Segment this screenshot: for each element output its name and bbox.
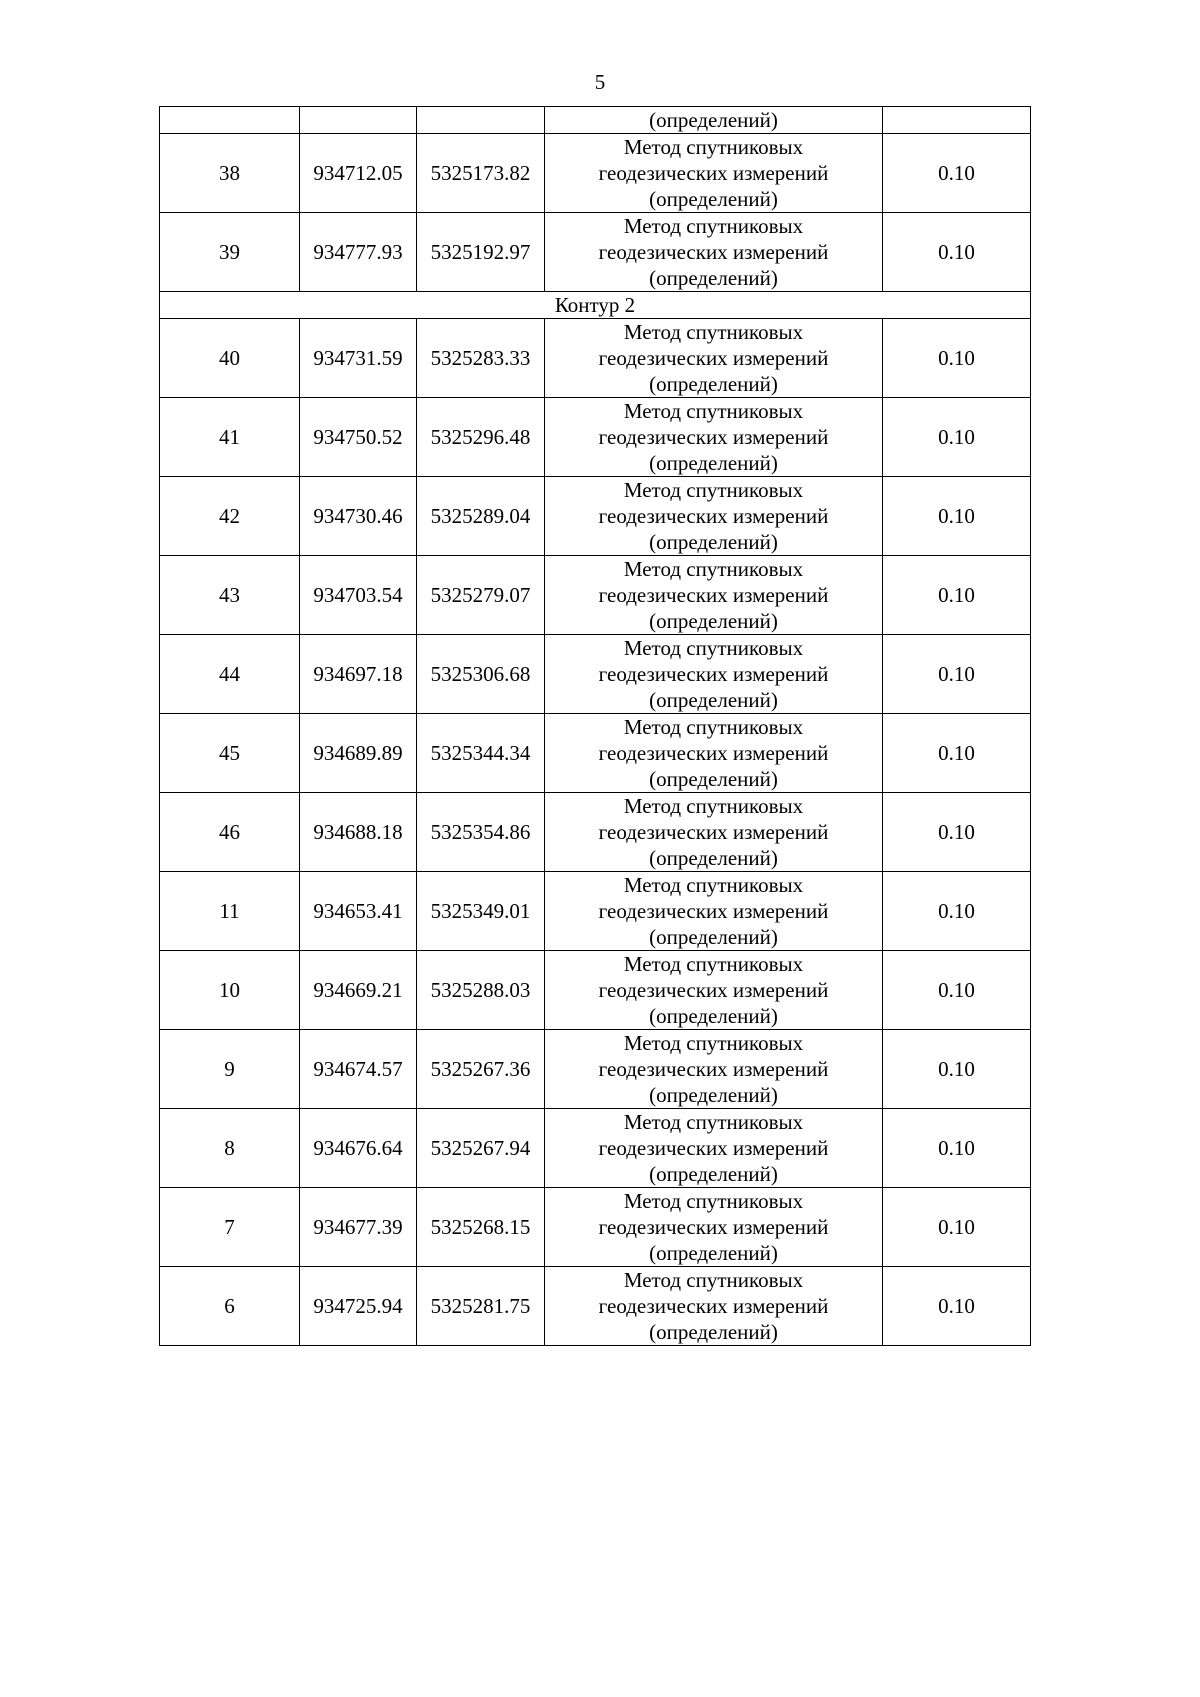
x-coordinate-cell: 934703.54 <box>300 556 417 635</box>
x-coordinate-cell: 934677.39 <box>300 1188 417 1267</box>
y-coordinate-cell: 5325306.68 <box>417 635 545 714</box>
method-cell <box>545 951 883 1030</box>
x-coordinate-cell: 934750.52 <box>300 398 417 477</box>
method-line: Метод спутниковых <box>623 478 804 502</box>
y-coordinate-cell: 5325289.04 <box>417 477 545 556</box>
method-cell <box>545 714 883 793</box>
method-cell <box>545 477 883 556</box>
accuracy-cell: 0.10 <box>883 872 1031 951</box>
point-id-cell: 41 <box>160 398 300 477</box>
table-row <box>160 1267 1031 1346</box>
accuracy-cell: 0.10 <box>883 635 1031 714</box>
point-id-cell: 11 <box>160 872 300 951</box>
table-row <box>160 872 1031 951</box>
coordinates-table <box>159 106 1031 1346</box>
method-line: геодезических измерений <box>598 662 829 686</box>
method-line: Метод спутниковых <box>623 214 804 238</box>
x-coordinate-cell: 934674.57 <box>300 1030 417 1109</box>
method-line: (определений) <box>649 925 778 949</box>
method-line: Метод спутниковых <box>623 135 804 159</box>
accuracy-cell: 0.10 <box>883 477 1031 556</box>
point-id-cell: 39 <box>160 213 300 292</box>
y-coordinate-cell: 5325279.07 <box>417 556 545 635</box>
table-row <box>160 213 1031 292</box>
method-line: (определений) <box>649 846 778 870</box>
point-id-cell: 42 <box>160 477 300 556</box>
method-line: (определений) <box>649 187 778 211</box>
accuracy-cell: 0.10 <box>883 134 1031 213</box>
accuracy-cell: 0.10 <box>883 398 1031 477</box>
method-cell <box>545 1109 883 1188</box>
y-coordinate-cell: 5325192.97 <box>417 213 545 292</box>
table-row <box>160 319 1031 398</box>
accuracy-cell: 0.10 <box>883 1030 1031 1109</box>
y-coordinate-cell: 5325173.82 <box>417 134 545 213</box>
accuracy-cell: 0.10 <box>883 1267 1031 1346</box>
table-row <box>160 714 1031 793</box>
method-line: Метод спутниковых <box>623 1268 804 1292</box>
x-coordinate-cell: 934725.94 <box>300 1267 417 1346</box>
method-line: (определений) <box>649 688 778 712</box>
method-line: геодезических измерений <box>598 583 829 607</box>
accuracy-cell: 0.10 <box>883 319 1031 398</box>
point-id-cell: 45 <box>160 714 300 793</box>
method-line: геодезических измерений <box>598 1057 829 1081</box>
method-cell <box>545 556 883 635</box>
method-line: (определений) <box>649 1241 778 1265</box>
method-cell <box>545 398 883 477</box>
accuracy-cell: 0.10 <box>883 951 1031 1030</box>
method-line: Метод спутниковых <box>623 1110 804 1134</box>
method-line: Метод спутниковых <box>623 873 804 897</box>
x-coordinate-cell: 934689.89 <box>300 714 417 793</box>
table-row <box>160 134 1031 213</box>
method-line: геодезических измерений <box>598 1215 829 1239</box>
y-coordinate-cell: 5325267.94 <box>417 1109 545 1188</box>
method-line: геодезических измерений <box>598 741 829 765</box>
x-coordinate-cell: 934688.18 <box>300 793 417 872</box>
y-coordinate-cell: 5325354.86 <box>417 793 545 872</box>
method-line: Метод спутниковых <box>623 1031 804 1055</box>
method-cell <box>545 1267 883 1346</box>
x-coordinate-cell: 934669.21 <box>300 951 417 1030</box>
point-id-cell: 46 <box>160 793 300 872</box>
y-coordinate-cell: 5325283.33 <box>417 319 545 398</box>
method-line: Метод спутниковых <box>623 320 804 344</box>
y-coordinate-cell: 5325268.15 <box>417 1188 545 1267</box>
y-cell <box>417 107 545 134</box>
method-line: (определений) <box>649 609 778 633</box>
table-row <box>160 1030 1031 1109</box>
point-id-cell: 43 <box>160 556 300 635</box>
method-line: Метод спутниковых <box>623 1189 804 1213</box>
y-coordinate-cell: 5325296.48 <box>417 398 545 477</box>
table-row <box>160 1188 1031 1267</box>
y-coordinate-cell: 5325288.03 <box>417 951 545 1030</box>
method-cell <box>545 1030 883 1109</box>
accuracy-cell: 0.10 <box>883 213 1031 292</box>
accuracy-cell: 0.10 <box>883 1188 1031 1267</box>
y-coordinate-cell: 5325349.01 <box>417 872 545 951</box>
point-id-cell: 10 <box>160 951 300 1030</box>
x-coordinate-cell: 934731.59 <box>300 319 417 398</box>
x-coordinate-cell: 934676.64 <box>300 1109 417 1188</box>
method-line: геодезических измерений <box>598 1136 829 1160</box>
method-line: Метод спутниковых <box>623 715 804 739</box>
table-row <box>160 1109 1031 1188</box>
x-cell <box>300 107 417 134</box>
method-line: геодезических измерений <box>598 425 829 449</box>
point-id-cell: 9 <box>160 1030 300 1109</box>
point-id-cell: 7 <box>160 1188 300 1267</box>
table-row <box>160 635 1031 714</box>
y-coordinate-cell: 5325344.34 <box>417 714 545 793</box>
accuracy-cell: 0.10 <box>883 793 1031 872</box>
page-number: 5 <box>594 70 606 94</box>
x-coordinate-cell: 934712.05 <box>300 134 417 213</box>
method-line: (определений) <box>649 530 778 554</box>
method-cell <box>545 134 883 213</box>
point-id-cell <box>160 107 300 134</box>
x-coordinate-cell: 934653.41 <box>300 872 417 951</box>
table-row <box>160 556 1031 635</box>
method-cell <box>545 793 883 872</box>
coordinates-table-body <box>160 107 1031 1346</box>
point-id-cell: 38 <box>160 134 300 213</box>
table-row <box>160 793 1031 872</box>
method-cell <box>545 1188 883 1267</box>
point-id-cell: 6 <box>160 1267 300 1346</box>
method-line: (определений) <box>649 1162 778 1186</box>
method-cell: (определений) <box>545 107 883 134</box>
method-line: геодезических измерений <box>598 820 829 844</box>
continuation-row <box>160 107 1031 134</box>
method-line: геодезических измерений <box>598 899 829 923</box>
y-coordinate-cell: 5325281.75 <box>417 1267 545 1346</box>
method-line: геодезических измерений <box>598 161 829 185</box>
method-line: (определений) <box>649 372 778 396</box>
accuracy-cell: 0.10 <box>883 714 1031 793</box>
method-line: Метод спутниковых <box>623 794 804 818</box>
method-line: геодезических измерений <box>598 346 829 370</box>
method-line: (определений) <box>649 1320 778 1344</box>
accuracy-cell: 0.10 <box>883 1109 1031 1188</box>
method-line: Метод спутниковых <box>623 399 804 423</box>
accuracy-cell: 0.10 <box>883 556 1031 635</box>
point-id-cell: 40 <box>160 319 300 398</box>
method-line: Метод спутниковых <box>623 636 804 660</box>
method-line: геодезических измерений <box>598 1294 829 1318</box>
x-coordinate-cell: 934730.46 <box>300 477 417 556</box>
method-line: геодезических измерений <box>598 978 829 1002</box>
method-cell <box>545 872 883 951</box>
method-cell <box>545 213 883 292</box>
method-cell <box>545 319 883 398</box>
method-line: Метод спутниковых <box>623 557 804 581</box>
table-row <box>160 477 1031 556</box>
method-line: геодезических измерений <box>598 504 829 528</box>
method-cell <box>545 635 883 714</box>
method-line: (определений) <box>649 1083 778 1107</box>
contour-header-row <box>160 292 1031 319</box>
method-line: (определений) <box>649 1004 778 1028</box>
method-line: Метод спутниковых <box>623 952 804 976</box>
point-id-cell: 44 <box>160 635 300 714</box>
method-line: (определений) <box>649 767 778 791</box>
method-line: геодезических измерений <box>598 240 829 264</box>
method-line: (определений) <box>649 451 778 475</box>
point-id-cell: 8 <box>160 1109 300 1188</box>
x-coordinate-cell: 934697.18 <box>300 635 417 714</box>
x-coordinate-cell: 934777.93 <box>300 213 417 292</box>
accuracy-cell <box>883 107 1031 134</box>
table-row <box>160 398 1031 477</box>
y-coordinate-cell: 5325267.36 <box>417 1030 545 1109</box>
contour-label: Контур 2 <box>160 292 1031 319</box>
table-row <box>160 951 1031 1030</box>
method-line: (определений) <box>649 266 778 290</box>
